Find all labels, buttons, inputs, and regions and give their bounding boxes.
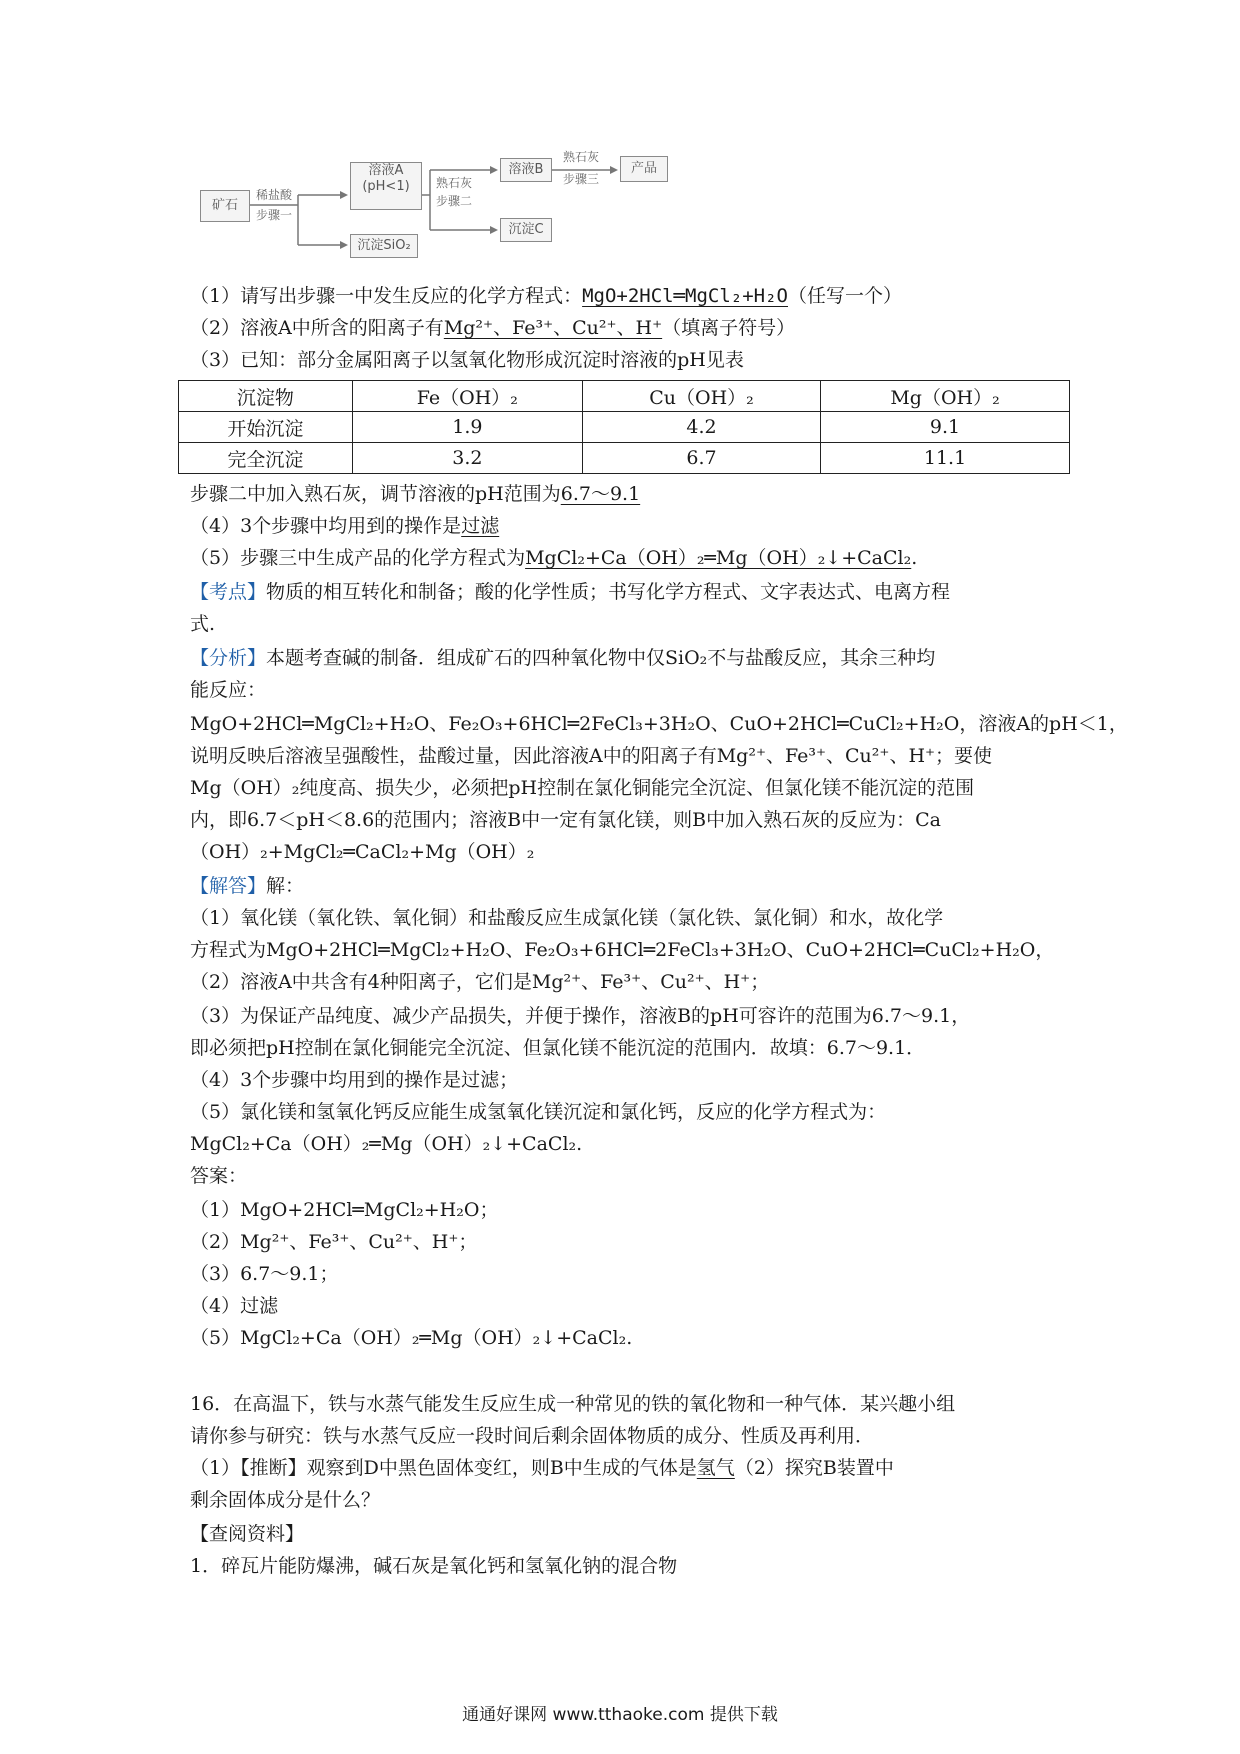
answer-4: （4）过滤 bbox=[190, 1295, 279, 1317]
ore-box: 矿石 bbox=[200, 190, 250, 222]
jieda-line-3: （2）溶液A中共含有4种阳离子，它们是Mg²⁺、Fe³⁺、Cu²⁺、H⁺； bbox=[190, 971, 770, 993]
fenxi-line-3: MgO+2HCl═MgCl₂+H₂O、Fe₂O₃+6HCl═2FeCl₃+3H₂O、CuO+2HCl═CuCl₂+H₂O，溶液A的pH＜1， bbox=[190, 713, 1128, 735]
q16-line-1: 16．在高温下，铁与水蒸气能发生反应生成一种常见的铁的氧化物和一种气体．某兴趣小组 bbox=[190, 1393, 956, 1415]
q3b-prefix: 步骤二中加入熟石灰，调节溶液的pH范围为 bbox=[190, 483, 561, 505]
q1-prefix: （1）请写出步骤一中发生反应的化学方程式： bbox=[190, 285, 583, 307]
q16-answer: 氢气 bbox=[696, 1457, 735, 1479]
step1-label bbox=[252, 188, 296, 202]
fenxi-line-2: 能反应： bbox=[190, 679, 267, 701]
step1-reagent: 稀盐酸 bbox=[255, 188, 292, 202]
q3b-answer: 6.7～9.1 bbox=[560, 483, 641, 505]
jieda-tag: 【解答】 bbox=[190, 875, 267, 897]
q16-line-6: 1．碎瓦片能防爆沸，碱石灰是氧化钙和氢氧化钠的混合物 bbox=[190, 1555, 678, 1577]
solution-a-ph: (pH<1) bbox=[362, 179, 410, 194]
process-flow-diagram bbox=[200, 150, 720, 270]
fenxi-line-6: 内，即6.7＜pH＜8.6的范围内；溶液B中一定有氯化镁，则B中加入熟石灰的反应为：Ca bbox=[190, 809, 941, 831]
fenxi-line-4: 说明反映后溶液呈强酸性，盐酸过量，因此溶液A中的阳离子有Mg²⁺、Fe³⁺、Cu²⁺、H⁺；要使 bbox=[190, 745, 993, 767]
q16-prefix: （1）【推断】观察到D中黑色固体变红，则B中生成的气体是 bbox=[190, 1457, 697, 1479]
solution-a-name: 溶液A bbox=[368, 163, 404, 178]
jieda-line-8: MgCl₂+Ca（OH）₂═Mg（OH）₂↓+CaCl₂. bbox=[190, 1133, 583, 1155]
kaodian-line-2: 式. bbox=[190, 613, 216, 635]
product-box: 产品 bbox=[620, 156, 668, 182]
step2-reagent: 熟石灰 bbox=[435, 176, 472, 190]
ph-table bbox=[178, 380, 1070, 474]
jieda-line-4: （3）为保证产品纯度、减少产品损失，并便于操作，溶液B的pH可容许的范围为6.7～9.1， bbox=[190, 1005, 971, 1027]
jieda-head-text: 解： bbox=[266, 875, 305, 897]
q16-line-5: 【查阅资料】 bbox=[190, 1523, 305, 1545]
kaodian-text: 物质的相互转化和制备；酸的化学性质；书写化学方程式、文字表达式、电离方程 bbox=[266, 581, 951, 603]
table-cell: 3.2 bbox=[352, 443, 582, 474]
table-cell: 6.7 bbox=[583, 443, 821, 474]
fenxi-tag: 【分析】 bbox=[190, 647, 267, 669]
kaodian-tag: 【考点】 bbox=[190, 581, 267, 603]
jieda-line-1: （1）氧化镁（氧化铁、氧化铜）和盐酸反应生成氯化镁（氯化铁、氯化铜）和水，故化学 bbox=[190, 907, 944, 929]
q2-suffix: （填离子符号） bbox=[662, 317, 796, 339]
step3-reagent: 熟石灰 bbox=[562, 150, 599, 164]
page-footer: 通通好课网 www.tthaoke.com 提供下载 bbox=[462, 1705, 778, 1725]
step3-caption: 步骤三 bbox=[562, 172, 599, 186]
answer-1: （1）MgO+2HCl═MgCl₂+H₂O； bbox=[190, 1199, 499, 1221]
table-header-cell: 沉淀物 bbox=[179, 381, 353, 412]
fenxi-line-7: （OH）₂+MgCl₂═CaCl₂+Mg（OH）₂ bbox=[190, 841, 535, 863]
table-row bbox=[179, 412, 1070, 443]
q16-suffix: （2）探究B装置中 bbox=[734, 1457, 894, 1479]
q4-answer: 过滤 bbox=[461, 515, 500, 537]
table-cell: 11.1 bbox=[821, 443, 1070, 474]
question-1 bbox=[190, 284, 902, 308]
kaodian-line-1 bbox=[190, 580, 950, 604]
table-cell: 完全沉淀 bbox=[179, 443, 353, 474]
table-cell: 4.2 bbox=[583, 412, 821, 443]
q2-prefix: （2）溶液A中所含的阳离子有 bbox=[190, 317, 444, 339]
question-5 bbox=[190, 546, 917, 570]
jieda-line-7: （5）氯化镁和氢氧化钙反应能生成氢氧化镁沉淀和氯化钙，反应的化学方程式为： bbox=[190, 1101, 887, 1123]
answer-2: （2）Mg²⁺、Fe³⁺、Cu²⁺、H⁺； bbox=[190, 1231, 478, 1253]
table-cell: 1.9 bbox=[352, 412, 582, 443]
answer-3: （3）6.7～9.1； bbox=[190, 1263, 339, 1285]
q1-suffix: （任写一个） bbox=[788, 285, 903, 307]
table-cell: 开始沉淀 bbox=[179, 412, 353, 443]
q16-line-4: 剩余固体成分是什么？ bbox=[190, 1489, 381, 1511]
jieda-line-6: （4）3个步骤中均用到的操作是过滤； bbox=[190, 1069, 519, 1091]
table-header-row bbox=[179, 381, 1070, 412]
question-3-answer bbox=[190, 482, 640, 506]
step2-caption: 步骤二 bbox=[435, 194, 472, 208]
question-3: （3）已知：部分金属阳离子以氢氧化物形成沉淀时溶液的pH见表 bbox=[190, 349, 744, 371]
table-row bbox=[179, 443, 1070, 474]
fenxi-text: 本题考查碱的制备．组成矿石的四种氧化物中仅SiO₂不与盐酸反应，其余三种均 bbox=[266, 647, 936, 669]
jieda-head bbox=[190, 874, 304, 898]
precipitate-c-box: 沉淀C bbox=[500, 218, 552, 242]
q5-suffix: . bbox=[911, 547, 918, 569]
solution-a-box bbox=[350, 162, 422, 210]
q5-prefix: （5）步骤三中生成产品的化学方程式为 bbox=[190, 547, 526, 569]
fenxi-line-1 bbox=[190, 646, 935, 670]
question-2 bbox=[190, 316, 795, 340]
table-header-cell: Fe（OH）₂ bbox=[352, 381, 582, 412]
fenxi-line-5: Mg（OH）₂纯度高、损失少，必须把pH控制在氯化铜能完全沉淀、但氯化镁不能沉淀的范围 bbox=[190, 777, 975, 799]
q2-answer: Mg²⁺、Fe³⁺、Cu²⁺、H⁺ bbox=[443, 317, 663, 339]
solution-b-box: 溶液B bbox=[500, 158, 552, 182]
sio2-box: 沉淀SiO₂ bbox=[350, 234, 418, 258]
q4-prefix: （4）3个步骤中均用到的操作是 bbox=[190, 515, 462, 537]
question-4 bbox=[190, 514, 499, 538]
jieda-line-5: 即必须把pH控制在氯化铜能完全沉淀、但氯化镁不能沉淀的范围内．故填：6.7～9.1． bbox=[190, 1037, 926, 1059]
q1-answer: MgO+2HCl═MgCl₂+H₂O bbox=[582, 285, 788, 307]
q16-line-2: 请你参与研究：铁与水蒸气反应一段时间后剩余固体物质的成分、性质及再利用． bbox=[190, 1425, 875, 1447]
q5-answer: MgCl₂+Ca（OH）₂═Mg（OH）₂↓+CaCl₂ bbox=[525, 547, 912, 569]
table-header-cell: Mg（OH）₂ bbox=[821, 381, 1070, 412]
table-cell: 9.1 bbox=[821, 412, 1070, 443]
table-header-cell: Cu（OH）₂ bbox=[583, 381, 821, 412]
jieda-line-2: 方程式为MgO+2HCl═MgCl₂+H₂O、Fe₂O₃+6HCl═2FeCl₃+3H₂O、CuO+2HCl═CuCl₂+H₂O， bbox=[190, 939, 1055, 961]
answer-5: （5）MgCl₂+Ca（OH）₂═Mg（OH）₂↓+CaCl₂. bbox=[190, 1327, 633, 1349]
step1-caption: 步骤一 bbox=[255, 208, 292, 222]
q16-line-3 bbox=[190, 1456, 894, 1480]
answers-head: 答案： bbox=[190, 1165, 248, 1187]
